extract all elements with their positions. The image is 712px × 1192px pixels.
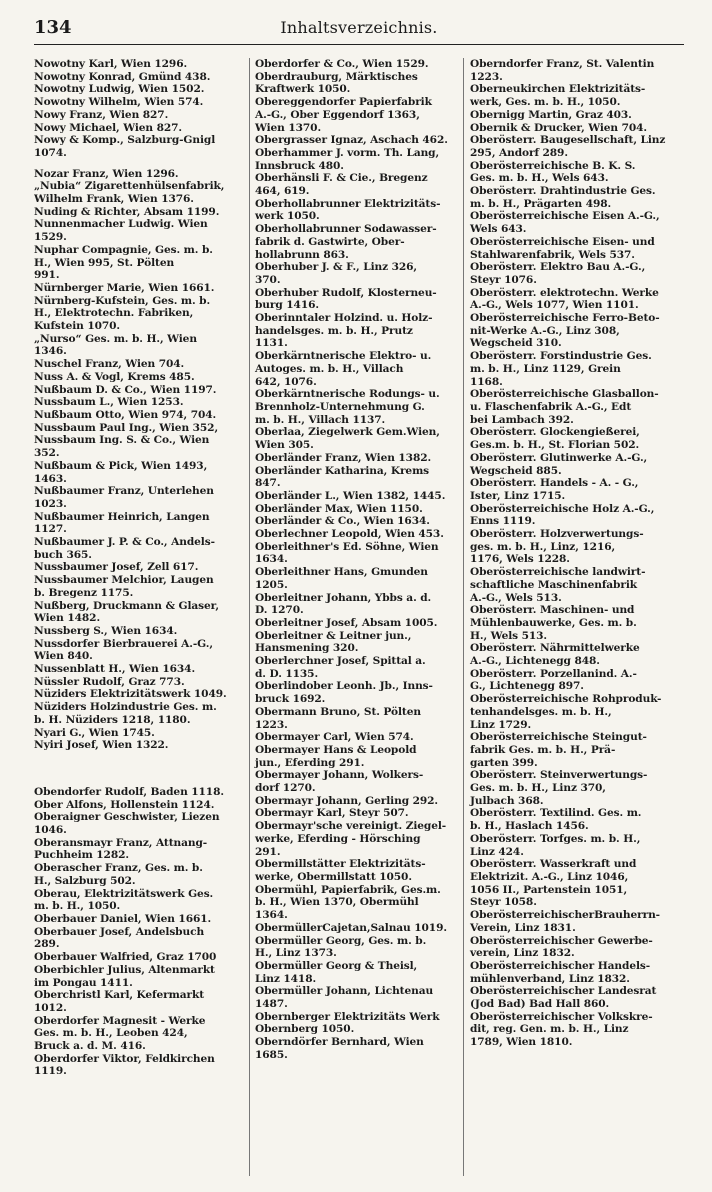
section-spacer bbox=[34, 752, 244, 786]
index-entry: Oberndorfer Franz, St. Valentin 1223. bbox=[470, 58, 655, 83]
page-title: Inhaltsverzeichnis. bbox=[280, 18, 438, 37]
index-entry: Obermayr Karl, Steyr 507. bbox=[255, 807, 409, 820]
index-entry: Oberaigner Geschwister, Liezen 1046. bbox=[34, 811, 220, 837]
index-entry: Oberansmayr Franz, Attnang- Puchheim 1282. bbox=[34, 836, 208, 862]
index-entry: Oberländer L., Wien 1382, 1445. bbox=[255, 489, 446, 502]
index-entry: Obendorfer Rudolf, Baden 1118. bbox=[34, 785, 224, 798]
index-entry: Oberösterr. Drahtindustrie Ges. m. b. H., Prägarten 498. bbox=[470, 185, 656, 210]
index-entry: „Nubia“ Zigarettenhülsenfabrik, Wilhelm Frank, Wien 1376. bbox=[34, 180, 225, 206]
index-entry: Nussbaumer Josef, Zell 617. bbox=[34, 561, 199, 574]
index-entry: Oberösterreichische Holz A.-G., Enns 1119. bbox=[470, 502, 655, 528]
page-header bbox=[34, 16, 684, 45]
index-entry: Obernigg Martin, Graz 403. bbox=[470, 108, 632, 121]
index-entry: Nußbaumer Franz, Unterlehen 1023. bbox=[34, 485, 214, 510]
index-entry: Obermüller Georg, Ges. m. b. H., Linz 1373. bbox=[255, 934, 427, 960]
index-entry: Oberhammer J. vorm. Th. Lang, Innsbruck 480. bbox=[255, 146, 440, 172]
index-entry: Nowy Franz, Wien 827. bbox=[34, 108, 169, 121]
index-entry: Oberösterr. Forstindustrie Ges. m. b. H., Linz 1129, Grein 1168. bbox=[470, 350, 652, 388]
index-entry: Oberösterreichischer Volkskre- dit, reg. Gen. m. b. H., Linz 1789, Wien 1810. bbox=[470, 1010, 653, 1049]
index-entry: Oberösterreichische Rohproduk- tenhandelsges. m. b. H., Linz 1729. bbox=[470, 693, 662, 731]
index-entry: Nowy Michael, Wien 827. bbox=[34, 121, 182, 134]
index-entry: Oberchristl Karl, Kefermarkt 1012. bbox=[34, 989, 205, 1014]
index-entry: Obermillstätter Elektrizitäts- werke, Obermillstatt 1050. bbox=[255, 858, 426, 883]
index-entry: Nussbaum Paul Ing., Wien 352, bbox=[34, 421, 219, 434]
index-entry: Nußbaum D. & Co., Wien 1197. bbox=[34, 383, 217, 396]
index-entry: Obermüller Johann, Lichtenau 1487. bbox=[255, 985, 434, 1011]
index-entry: Oberländer & Co., Wien 1634. bbox=[255, 515, 430, 528]
index-entry: Oberösterr. elektrotechn. Werke A.-G., Wels 1077, Wien 1101. bbox=[470, 286, 659, 312]
index-entry: Nürnberg-Kufstein, Ges. m. b. H., Elektrotechn. Fabriken, Kufstein 1070. bbox=[34, 294, 211, 333]
index-entry: Nürnberger Marie, Wien 1661. bbox=[34, 281, 215, 294]
index-entry: Oberländer Max, Wien 1150. bbox=[255, 502, 423, 515]
index-entry: Oberneukirchen Elektrizitäts- werk, Ges. m. b. H., 1050. bbox=[470, 83, 646, 109]
index-entry: Nußbaumer J. P. & Co., Andels- buch 365. bbox=[34, 536, 215, 561]
index-entry: Oberau, Elektrizitätswerk Ges. m. b. H., 1050. bbox=[34, 887, 214, 913]
index-entry: Oberösterreichische B. K. S. Ges. m. b. H., Wels 643. bbox=[470, 159, 636, 185]
index-entry: Oberlechner Leopold, Wien 453. bbox=[255, 528, 444, 541]
index-entry: Nowotny Wilhelm, Wien 574. bbox=[34, 96, 204, 109]
index-entry: Nussbaumer Melchior, Laugen b. Bregenz 1175. bbox=[34, 574, 214, 599]
index-entry: Oberhollabrunner Elektrizitäts- werk 1050. bbox=[255, 197, 441, 223]
index-entry: Oberösterr. Porzellanind. A.- G., Lichtenegg 897. bbox=[470, 667, 637, 693]
index-entry: Oberösterreichischer Landesrat (Jod Bad) Bad Hall 860. bbox=[470, 985, 657, 1011]
index-entry: Obermayer Hans & Leopold jun., Eferding 291. bbox=[255, 743, 417, 769]
index-entry: Obermann Bruno, St. Pölten 1223. bbox=[255, 705, 421, 731]
index-entry: Oberösterr. Nährmittelwerke A.-G., Lichtenegg 848. bbox=[470, 642, 640, 668]
index-entry: Obereggendorfer Papierfabrik A.-G., Ober Eggendorf 1363, Wien 1370. bbox=[255, 96, 432, 134]
index-entry: Oberhuber Rudolf, Klosterneu- burg 1416. bbox=[255, 286, 437, 312]
index-entry: OberösterreichischerBrauherrn- Verein, Linz 1831. bbox=[470, 909, 660, 934]
index-entry: Oberösterr. Torfges. m. b. H., Linz 424. bbox=[470, 832, 641, 858]
index-entry: Nuss A. & Vogl, Krems 485. bbox=[34, 370, 195, 383]
index-entry: Obermayer Carl, Wien 574. bbox=[255, 731, 414, 744]
index-entry: Oberleitner Josef, Absam 1005. bbox=[255, 616, 438, 629]
index-entry: Nowotny Konrad, Gmünd 438. bbox=[34, 70, 211, 83]
index-entry: Nußbaum Otto, Wien 974, 704. bbox=[34, 408, 217, 421]
index-entry: Nüssler Rudolf, Graz 773. bbox=[34, 675, 185, 688]
index-entry: Oberndörfer Bernhard, Wien 1685. bbox=[255, 1036, 424, 1061]
index-entry: Obernik & Drucker, Wien 704. bbox=[470, 121, 648, 134]
index-entry: Oberleitner Johann, Ybbs a. d. D. 1270. bbox=[255, 591, 432, 617]
index-entry: Oberösterr. Glockengießerei, Ges.m. b. H., St. Florian 502. bbox=[470, 426, 640, 452]
index-entry: Nussbaum L., Wien 1253. bbox=[34, 396, 184, 409]
section-spacer bbox=[34, 160, 244, 168]
index-entry: Oberlindober Leonh. Jb., Inns- bruck 1692. bbox=[255, 680, 433, 706]
index-entry: Oberkärntnerische Elektro- u. Autoges. m. b. H., Villach 642, 1076. bbox=[255, 350, 432, 388]
index-entry: Oberösterreichische Glasballon- u. Flaschenfabrik A.-G., Edt bei Lambach 392. bbox=[470, 388, 659, 426]
index-entry: Oberhollabrunner Sodawasser- fabrik d. Gastwirte, Ober- hollabrunn 863. bbox=[255, 223, 437, 261]
index-entry: Oberascher Franz, Ges. m. b. H., Salzburg 502. bbox=[34, 862, 203, 887]
index-entry: Oberösterr. Elektro Bau A.-G., Steyr 1076. bbox=[470, 261, 646, 286]
index-entry: Oberösterreichische Eisen- und Stahlwarenfabrik, Wels 537. bbox=[470, 235, 655, 261]
page-number: 134 bbox=[34, 17, 72, 38]
index-entry: Nowy & Komp., Salzburg-Gnigl 1074. bbox=[34, 134, 216, 159]
index-entry: Oberlaa, Ziegelwerk Gem.Wien, Wien 305. bbox=[255, 426, 440, 452]
index-entry: Nüziders Elektrizitätswerk 1049. bbox=[34, 688, 227, 701]
index-entry: Nozar Franz, Wien 1296. bbox=[34, 167, 179, 180]
index-entry: Obermühl, Papierfabrik, Ges.m. b. H., Wien 1370, Obermühl 1364. bbox=[255, 883, 441, 922]
index-entry: Oberdrauburg, Märktisches Kraftwerk 1050. bbox=[255, 70, 418, 96]
index-entry: Oberdorfer Viktor, Feldkirchen 1119. bbox=[34, 1052, 215, 1078]
index-columns bbox=[34, 58, 684, 1176]
index-entry: Oberleithner's Ed. Söhne, Wien 1634. bbox=[255, 540, 439, 566]
index-entry: Nowotny Ludwig, Wien 1502. bbox=[34, 83, 205, 96]
index-entry: Oberösterreichische Ferro-Beto- nit-Werke A.-G., Linz 308, Wegscheid 310. bbox=[470, 312, 660, 350]
index-column-1 bbox=[34, 58, 250, 1176]
index-entry: Ober Alfons, Hollenstein 1124. bbox=[34, 798, 215, 811]
index-entry: Obermayer Johann, Wolkers- dorf 1270. bbox=[255, 769, 424, 795]
index-entry: Oberösterr. Textilind. Ges. m. b. H., Haslach 1456. bbox=[470, 807, 642, 833]
index-entry: Oberösterreichischer Gewerbe- verein, Linz 1832. bbox=[470, 934, 653, 960]
index-entry: Nussberg S., Wien 1634. bbox=[34, 624, 178, 637]
index-entry: Nuschel Franz, Wien 704. bbox=[34, 358, 185, 371]
index-entry: Oberhänsli F. & Cie., Bregenz 464, 619. bbox=[255, 172, 428, 198]
index-entry: Nussdorfer Bierbrauerei A.-G., Wien 840. bbox=[34, 637, 213, 663]
index-entry: Oberbauer Walfried, Graz 1700 bbox=[34, 951, 217, 964]
index-entry: Oberbauer Josef, Andelsbuch 289. bbox=[34, 925, 205, 951]
index-entry: ObermüllerCajetan,Salnau 1019. bbox=[255, 921, 447, 934]
index-entry: Oberbichler Julius, Altenmarkt im Pongau 1411. bbox=[34, 963, 215, 989]
index-entry: „Nurso“ Ges. m. b. H., Wien 1346. bbox=[34, 332, 197, 358]
index-entry: Oberbauer Daniel, Wien 1661. bbox=[34, 913, 212, 925]
index-entry: Oberösterr. Holzverwertungs- ges. m. b. H., Linz, 1216, 1176, Wels 1228. bbox=[470, 528, 644, 566]
index-column-3 bbox=[464, 58, 684, 1176]
index-entry: Obernberger Elektrizitäts Werk Obernberg 1050. bbox=[255, 1010, 440, 1036]
index-entry: Obergrasser Ignaz, Aschach 462. bbox=[255, 134, 448, 147]
index-entry: Nowotny Karl, Wien 1296. bbox=[34, 58, 188, 70]
index-entry: Oberhuber J. & F., Linz 326, 370. bbox=[255, 261, 417, 286]
index-entry: Oberösterr. Glutinwerke A.-G., Wegscheid 885. bbox=[470, 451, 648, 477]
index-entry: Oberösterr. Handels - A. - G., Ister, Linz 1715. bbox=[470, 477, 639, 502]
index-entry: Oberösterr. Baugesellschaft, Linz 295, Andorf 289. bbox=[470, 134, 666, 159]
index-entry: Oberlerchner Josef, Spittal a. d. D. 1135. bbox=[255, 655, 426, 680]
index-entry: Oberösterreichische Steingut- fabrik Ges. m. b. H., Prä- garten 399. bbox=[470, 731, 647, 769]
index-entry: Obermayr'sche vereinigt. Ziegel- werke, Eferding - Hörsching 291. bbox=[255, 820, 447, 858]
index-entry: Nuphar Compagnie, Ges. m. b. H., Wien 995, St. Pölten 991. bbox=[34, 243, 213, 282]
index-entry: Oberdorfer & Co., Wien 1529. bbox=[255, 58, 429, 70]
index-entry: Nyiri Josef, Wien 1322. bbox=[34, 739, 169, 752]
index-entry: Nyari G., Wien 1745. bbox=[34, 726, 155, 739]
index-entry: Oberdorfer Magnesit - Werke Ges. m. b. H., Leoben 424, Bruck a. d. M. 416. bbox=[34, 1014, 206, 1053]
index-entry: Obermüller Georg & Theisl, Linz 1418. bbox=[255, 959, 418, 985]
index-entry: Nüziders Holzindustrie Ges. m. b. H. Nüziders 1218, 1180. bbox=[34, 701, 217, 726]
index-column-2 bbox=[250, 58, 464, 1176]
index-entry: Nußbaumer Heinrich, Langen 1127. bbox=[34, 510, 210, 536]
index-entry: Nuding & Richter, Absam 1199. bbox=[34, 205, 220, 218]
index-entry: Oberkärntnerische Rodungs- u. Brennholz-Unternehmung G. m. b. H., Villach 1137. bbox=[255, 388, 440, 426]
index-entry: Obermayr Johann, Gerling 292. bbox=[255, 794, 438, 807]
index-entry: Oberösterr. Steinverwertungs- Ges. m. b. H., Linz 370, Julbach 368. bbox=[470, 769, 648, 807]
index-entry: Oberleithner Hans, Gmunden 1205. bbox=[255, 566, 428, 591]
index-entry: Oberländer Franz, Wien 1382. bbox=[255, 451, 432, 464]
index-entry: Nunnenmacher Ludwig. Wien 1529. bbox=[34, 218, 208, 244]
index-entry: Oberländer Katharina, Krems 847. bbox=[255, 464, 430, 490]
index-entry: Oberösterreichischer Handels- mühlenverband, Linz 1832. bbox=[470, 959, 651, 985]
index-entry: Nussbaum Ing. S. & Co., Wien 352. bbox=[34, 434, 210, 460]
index-entry: Oberinntaler Holzind. u. Holz- handelsges. m. b. H., Prutz 1131. bbox=[255, 312, 433, 350]
index-entry: Oberleitner & Leitner jun., Hansmening 320. bbox=[255, 629, 412, 655]
index-entry: Oberösterreichische landwirt- schaftliche Maschinenfabrik A.-G., Wels 513. bbox=[470, 566, 646, 604]
index-entry: Oberösterr. Maschinen- und Mühlenbauwerke, Ges. m. b. H., Wels 513. bbox=[470, 604, 637, 642]
index-entry: Nussenblatt H., Wien 1634. bbox=[34, 663, 196, 676]
index-entry: Nußbaum & Pick, Wien 1493, 1463. bbox=[34, 459, 208, 485]
index-entry: Nußberg, Druckmann & Glaser, Wien 1482. bbox=[34, 599, 219, 625]
index-entry: Oberösterreichische Eisen A.-G., Wels 643. bbox=[470, 210, 660, 236]
index-entry: Oberösterr. Wasserkraft und Elektrizit. A.-G., Linz 1046, 1056 II., Partenstein 1051, Steyr 1058. bbox=[470, 858, 637, 909]
